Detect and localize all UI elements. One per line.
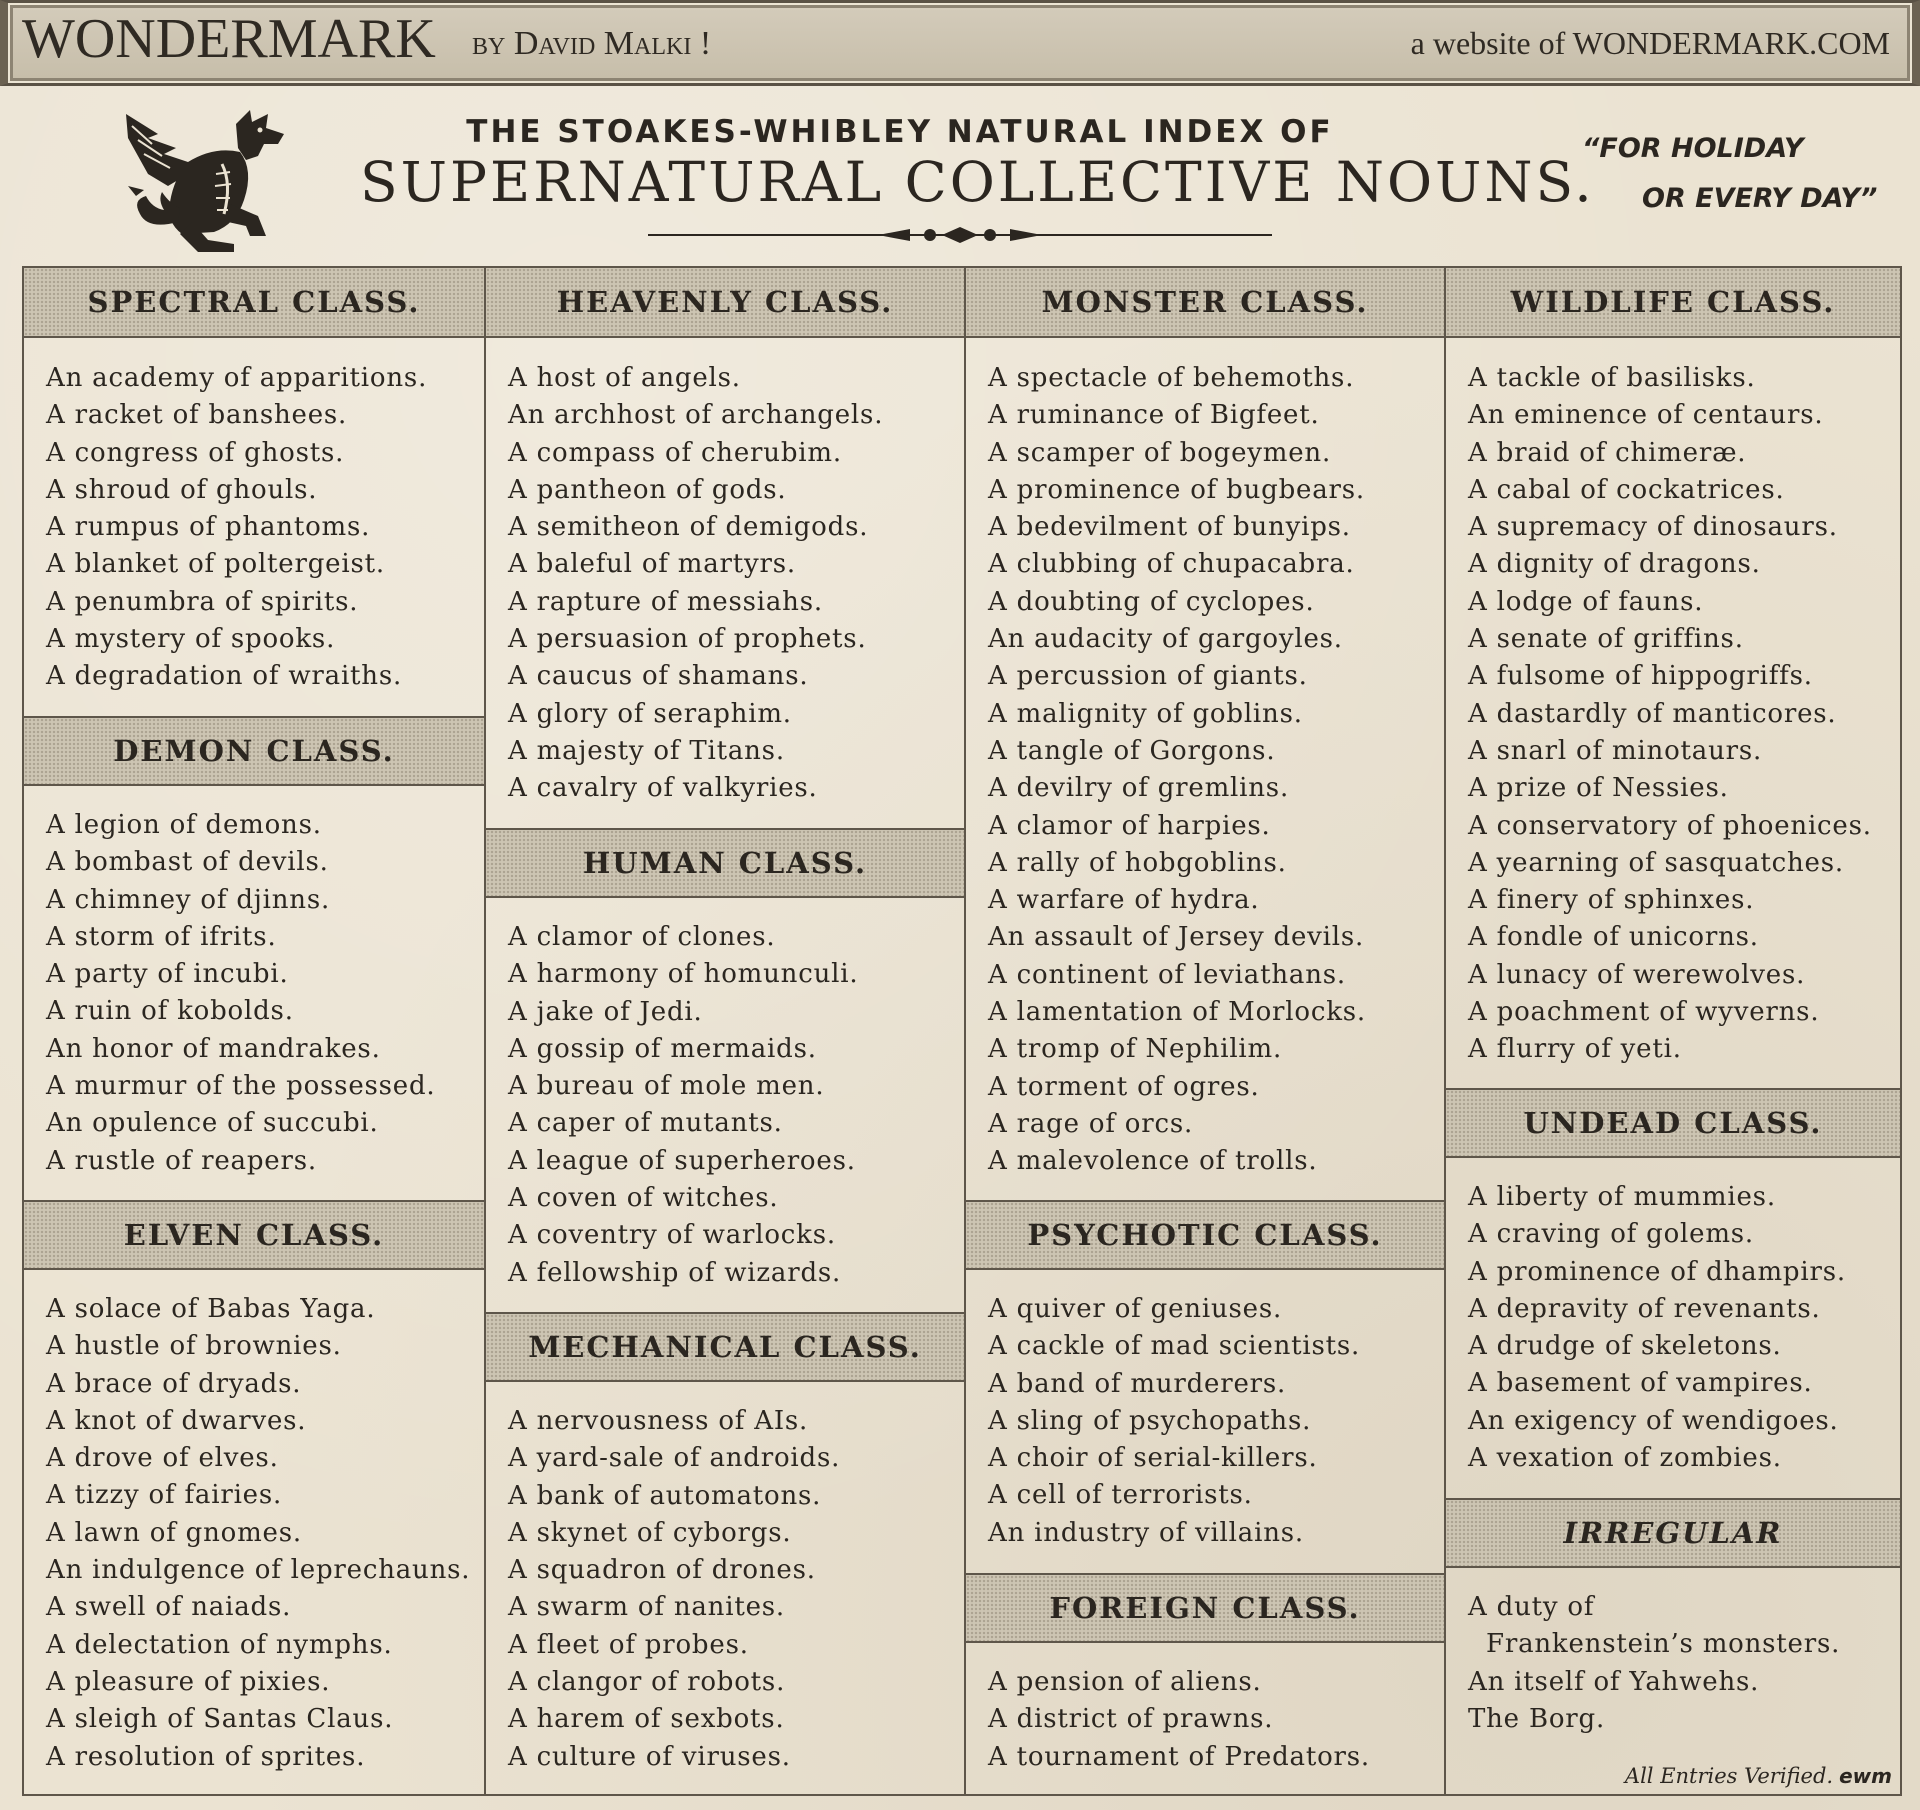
list-item: A braid of chimeræ. bbox=[1468, 437, 1747, 468]
list-item: A conservatory of phoenices. bbox=[1468, 810, 1872, 841]
list-item: A solace of Babas Yaga. bbox=[46, 1294, 376, 1324]
list-item: A compass of cherubim. bbox=[508, 437, 842, 468]
list-item: A clangor of robots. bbox=[508, 1667, 786, 1698]
list-item: A lodge of fauns. bbox=[1468, 586, 1704, 617]
list-item: A nervousness of AIs. bbox=[508, 1406, 809, 1436]
list-item: A warfare of hydra. bbox=[988, 885, 1260, 916]
list-item: A ruminance of Bigfeet. bbox=[988, 400, 1320, 431]
list-item: A lamentation of Morlocks. bbox=[988, 997, 1366, 1028]
list-item: A tournament of Predators. bbox=[988, 1741, 1370, 1772]
list-item: A quiver of geniuses. bbox=[988, 1294, 1283, 1324]
list-item: A resolution of sprites. bbox=[46, 1741, 366, 1772]
list-item: A delectation of nymphs. bbox=[46, 1629, 393, 1660]
list-item: A culture of viruses. bbox=[508, 1741, 791, 1772]
list-item: A poachment of wyverns. bbox=[1468, 997, 1820, 1028]
section-heading: ELVEN CLASS. bbox=[24, 1200, 484, 1270]
list-item: A congress of ghosts. bbox=[46, 437, 345, 468]
list-item: A blanket of poltergeist. bbox=[46, 549, 385, 580]
section-heading: MONSTER CLASS. bbox=[966, 268, 1444, 338]
list-item: A persuasion of prophets. bbox=[508, 624, 867, 655]
list-item: A bureau of mole men. bbox=[508, 1071, 825, 1102]
list-item: A sleigh of Santas Claus. bbox=[46, 1704, 394, 1735]
page-title: SUPERNATURAL COLLECTIVE NOUNS. bbox=[360, 150, 1595, 214]
list-item: A duty of bbox=[1468, 1592, 1595, 1622]
list-item: An indulgence of leprechauns. bbox=[46, 1555, 471, 1586]
list-item: A band of murderers. bbox=[988, 1368, 1287, 1399]
list-item: A drove of elves. bbox=[46, 1443, 279, 1474]
index-column-3 bbox=[964, 268, 1444, 1794]
list-item: A cackle of mad scientists. bbox=[988, 1331, 1361, 1362]
list-item: An audacity of gargoyles. bbox=[988, 624, 1343, 655]
list-item: A flurry of yeti. bbox=[1468, 1034, 1682, 1065]
list-item: A clamor of clones. bbox=[508, 922, 776, 952]
list-item: A prominence of bugbears. bbox=[988, 474, 1365, 505]
site-logo[interactable]: WONDERMARK bbox=[22, 8, 436, 70]
list-item: A rapture of messiahs. bbox=[508, 586, 823, 617]
list-item: A swell of naiads. bbox=[46, 1592, 292, 1623]
entry-list bbox=[486, 919, 964, 1292]
list-item: The Borg. bbox=[1468, 1703, 1606, 1734]
list-item: An eminence of centaurs. bbox=[1468, 400, 1824, 431]
list-item: A rustle of reapers. bbox=[46, 1145, 317, 1176]
list-item: A yearning of sasquatches. bbox=[1468, 847, 1844, 878]
section-heading: PSYCHOTIC CLASS. bbox=[966, 1200, 1444, 1270]
section-heading: DEMON CLASS. bbox=[24, 716, 484, 786]
list-item: A brace of dryads. bbox=[46, 1368, 302, 1399]
list-item: A majesty of Titans. bbox=[508, 735, 785, 766]
list-item: An industry of villains. bbox=[988, 1517, 1304, 1548]
list-item: A fulsome of hippogriffs. bbox=[1468, 661, 1813, 692]
list-item: A host of angels. bbox=[508, 363, 741, 393]
list-item: A racket of banshees. bbox=[46, 400, 348, 431]
site-link[interactable]: a website of WONDERMARK.COM bbox=[1410, 25, 1890, 61]
list-item: A fellowship of wizards. bbox=[508, 1257, 842, 1288]
entry-list bbox=[1446, 360, 1900, 1069]
list-item: A liberty of mummies. bbox=[1468, 1182, 1776, 1212]
list-item: A rumpus of phantoms. bbox=[46, 512, 371, 543]
list-item: A pension of aliens. bbox=[988, 1667, 1262, 1697]
list-item: A bedevilment of bunyips. bbox=[988, 512, 1351, 543]
list-item: A semitheon of demigods. bbox=[508, 512, 869, 543]
entry-list bbox=[966, 1291, 1444, 1552]
list-item: A coventry of warlocks. bbox=[508, 1220, 836, 1251]
list-item: A spectacle of behemoths. bbox=[988, 363, 1355, 393]
list-item: A craving of golems. bbox=[1468, 1219, 1754, 1250]
list-item: A mystery of spooks. bbox=[46, 624, 336, 655]
list-item: A tizzy of fairies. bbox=[46, 1480, 283, 1511]
list-item: A bank of automatons. bbox=[508, 1480, 822, 1511]
list-item: A knot of dwarves. bbox=[46, 1405, 307, 1436]
tagline-line-1: “FOR HOLIDAY bbox=[1582, 133, 1804, 164]
list-item: A tangle of Gorgons. bbox=[988, 735, 1276, 766]
list-item: A tromp of Nephilim. bbox=[988, 1034, 1283, 1065]
list-item: A hustle of brownies. bbox=[46, 1331, 342, 1362]
tagline bbox=[1582, 124, 1902, 224]
list-item: A chimney of djinns. bbox=[46, 884, 331, 915]
section-heading: UNDEAD CLASS. bbox=[1446, 1088, 1900, 1158]
list-item: A penumbra of spirits. bbox=[46, 586, 359, 617]
entry-list bbox=[24, 360, 484, 696]
list-item: A cavalry of valkyries. bbox=[508, 773, 818, 804]
list-item: A degradation of wraiths. bbox=[46, 661, 403, 692]
list-item: A caucus of shamans. bbox=[508, 661, 809, 692]
list-item: A malevolence of trolls. bbox=[988, 1146, 1318, 1177]
section-heading: WILDLIFE CLASS. bbox=[1446, 268, 1900, 338]
list-item: Frankenstein’s monsters. bbox=[1486, 1629, 1841, 1660]
list-item: A drudge of skeletons. bbox=[1468, 1331, 1782, 1362]
entry-list bbox=[24, 1291, 484, 1776]
list-item: A gossip of mermaids. bbox=[508, 1033, 817, 1064]
list-item: A choir of serial-killers. bbox=[988, 1443, 1318, 1474]
list-item: A prize of Nessies. bbox=[1468, 773, 1729, 804]
entry-list bbox=[486, 1403, 964, 1776]
list-item: A depravity of revenants. bbox=[1468, 1293, 1821, 1324]
list-item: An archhost of archangels. bbox=[508, 400, 884, 431]
section-heading: MECHANICAL CLASS. bbox=[486, 1312, 964, 1382]
dragon-icon bbox=[118, 104, 294, 254]
entry-list bbox=[966, 1664, 1444, 1776]
index-column-4 bbox=[1444, 268, 1900, 1794]
entry-list bbox=[966, 360, 1444, 1181]
list-item: A continent of leviathans. bbox=[988, 959, 1346, 990]
list-item: A devilry of gremlins. bbox=[988, 773, 1290, 804]
section-heading: FOREIGN CLASS. bbox=[966, 1573, 1444, 1643]
list-item: A squadron of drones. bbox=[508, 1555, 816, 1586]
list-item: A basement of vampires. bbox=[1468, 1368, 1813, 1399]
list-item: A senate of griffins. bbox=[1468, 624, 1744, 655]
list-item: A fondle of unicorns. bbox=[1468, 922, 1759, 953]
list-item: A skynet of cyborgs. bbox=[508, 1517, 792, 1548]
list-item: A coven of witches. bbox=[508, 1183, 779, 1214]
list-item: An academy of apparitions. bbox=[46, 363, 428, 393]
collective-nouns-index bbox=[22, 266, 1902, 1796]
list-item: A dastardly of manticores. bbox=[1468, 698, 1837, 729]
list-item: A district of prawns. bbox=[988, 1704, 1274, 1735]
list-item: A doubting of cyclopes. bbox=[988, 586, 1315, 617]
list-item: A baleful of martyrs. bbox=[508, 549, 796, 580]
list-item: A sling of psychopaths. bbox=[988, 1405, 1312, 1436]
list-item: A harmony of homunculi. bbox=[508, 959, 859, 990]
site-banner bbox=[0, 0, 1920, 86]
list-item: A cabal of cockatrices. bbox=[1468, 474, 1785, 505]
list-item: A bombast of devils. bbox=[46, 847, 329, 878]
list-item: A glory of seraphim. bbox=[508, 698, 792, 729]
tagline-line-2: OR EVERY DAY” bbox=[1642, 183, 1878, 214]
list-item: A scamper of bogeymen. bbox=[988, 437, 1332, 468]
list-item: A malignity of goblins. bbox=[988, 698, 1303, 729]
entry-list bbox=[486, 360, 964, 808]
list-item: A tackle of basilisks. bbox=[1468, 363, 1756, 393]
artist-signature: ewm bbox=[1839, 1764, 1892, 1788]
index-column-1 bbox=[24, 268, 484, 1794]
list-item: A ruin of kobolds. bbox=[46, 996, 294, 1027]
list-item: A swarm of nanites. bbox=[508, 1592, 785, 1623]
list-item: A storm of ifrits. bbox=[46, 921, 277, 952]
index-column-2 bbox=[484, 268, 964, 1794]
index-subtitle: THE STOAKES-WHIBLEY NATURAL INDEX OF bbox=[466, 114, 1334, 150]
list-item: A caper of mutants. bbox=[508, 1108, 783, 1139]
list-item: An itself of Yahwehs. bbox=[1468, 1666, 1760, 1697]
list-item: A dignity of dragons. bbox=[1468, 549, 1761, 580]
list-item: A lawn of gnomes. bbox=[46, 1517, 302, 1548]
list-item: A shroud of ghouls. bbox=[46, 474, 318, 505]
list-item: A legion of demons. bbox=[46, 810, 322, 840]
list-item: A pantheon of gods. bbox=[508, 474, 787, 505]
section-heading: SPECTRAL CLASS. bbox=[24, 268, 484, 338]
list-item: An assault of Jersey devils. bbox=[988, 922, 1365, 953]
list-item: A party of incubi. bbox=[46, 959, 289, 990]
entry-list bbox=[24, 807, 484, 1180]
list-item: A cell of terrorists. bbox=[988, 1480, 1253, 1511]
list-item: A pleasure of pixies. bbox=[46, 1666, 331, 1697]
verification-note bbox=[1625, 1764, 1892, 1788]
list-item: A clubbing of chupacabra. bbox=[988, 549, 1355, 580]
list-item: An exigency of wendigoes. bbox=[1468, 1405, 1839, 1436]
section-heading: IRREGULAR bbox=[1446, 1498, 1900, 1568]
list-item: A league of superheroes. bbox=[508, 1145, 856, 1176]
list-item: A rally of hobgoblins. bbox=[988, 847, 1287, 878]
section-heading: HUMAN CLASS. bbox=[486, 828, 964, 898]
list-item: A prominence of dhampirs. bbox=[1468, 1256, 1846, 1287]
list-item: A lunacy of werewolves. bbox=[1468, 959, 1806, 990]
list-item: A yard-sale of androids. bbox=[508, 1443, 841, 1474]
list-item: A snarl of minotaurs. bbox=[1468, 735, 1763, 766]
author-byline: by David Malki ! bbox=[472, 25, 712, 62]
list-item: A harem of sexbots. bbox=[508, 1704, 785, 1735]
list-item: A jake of Jedi. bbox=[508, 996, 703, 1027]
list-item: An opulence of succubi. bbox=[46, 1108, 379, 1139]
list-item: A clamor of harpies. bbox=[988, 810, 1271, 841]
list-item: A percussion of giants. bbox=[988, 661, 1308, 692]
list-item: A finery of sphinxes. bbox=[1468, 885, 1755, 916]
list-item: A vexation of zombies. bbox=[1468, 1443, 1782, 1474]
section-heading: HEAVENLY CLASS. bbox=[486, 268, 964, 338]
list-item: A fleet of probes. bbox=[508, 1629, 749, 1660]
entry-list bbox=[1446, 1589, 1900, 1738]
list-item: A torment of ogres. bbox=[988, 1071, 1260, 1102]
list-item: A rage of orcs. bbox=[988, 1108, 1194, 1139]
entry-list bbox=[1446, 1179, 1900, 1477]
verified-text: All Entries Verified. bbox=[1624, 1764, 1834, 1788]
list-item: A murmur of the possessed. bbox=[46, 1071, 436, 1102]
ornament-divider-icon bbox=[648, 220, 1272, 250]
list-item: A supremacy of dinosaurs. bbox=[1468, 512, 1838, 543]
list-item: An honor of mandrakes. bbox=[46, 1033, 381, 1064]
